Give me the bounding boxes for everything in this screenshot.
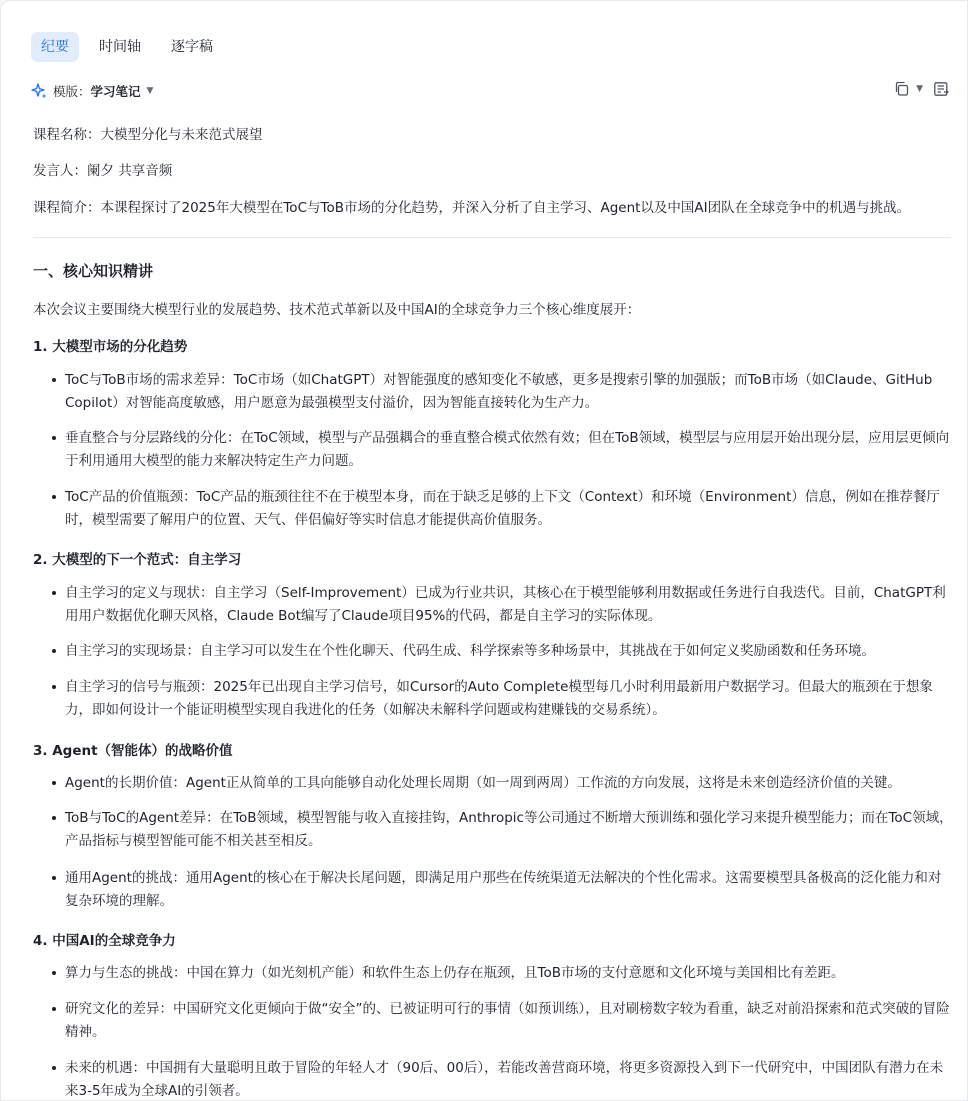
list-item: 垂直整合与分层路线的分化：在ToC领域，模型与产品强耦合的垂直整合模式依然有效；但在ToB领域，模型层与应用层开始出现分层，应用层更倾向于利用通用大模型的能力来解决特定生产力问题。 — [65, 427, 953, 473]
export-note-icon[interactable] — [933, 81, 949, 97]
group-title: 4. 中国AI的全球竞争力 — [33, 933, 176, 949]
list-item: 通用Agent的挑战：通用Agent的核心在于解决长尾问题，即满足用户那些在传统渠道无法解决的个性化需求。这需要模型具备极高的泛化能力和对复杂环境的理解。 — [65, 867, 953, 913]
template-name: 学习笔记 — [90, 84, 141, 99]
template-selector[interactable] — [31, 81, 153, 101]
copy-icon[interactable] — [894, 81, 910, 97]
tab-transcript[interactable]: 逐字稿 — [171, 39, 213, 55]
tab-timeline[interactable]: 时间轴 — [99, 39, 141, 55]
group-title: 2. 大模型的下一个范式：自主学习 — [33, 552, 242, 568]
course-name: 课程名称：大模型分化与未来范式展望 — [33, 127, 263, 143]
section-title: 一、核心知识精讲 — [33, 262, 154, 280]
group-title: 1. 大模型市场的分化趋势 — [33, 339, 188, 355]
copy-options-chevron-icon[interactable]: ▼ — [916, 84, 923, 94]
group-title: 3. Agent（智能体）的战略价值 — [33, 743, 233, 759]
list-item: ToC产品的价值瓶颈：ToC产品的瓶颈往往不在于模型本身，而在于缺乏足够的上下文（Context）和环境（Environment）信息，例如在推荐餐厅时，模型需要了解用户的位置、天气、伴侣偏好等实时信息才能提供高价值服务。 — [65, 486, 953, 532]
list-item: 自主学习的实现场景：自主学习可以发生在个性化聊天、代码生成、科学探索等多种场景中，其挑战在于如何定义奖励函数和任务环境。 — [65, 640, 953, 663]
list-item: 自主学习的信号与瓶颈：2025年已出现自主学习信号，如Cursor的Auto Complete模型每几小时利用最新用户数据学习。但最大的瓶颈在于想象力，即如何设计一个能证明模型实现自我进化的任务（如解决未解科学问题或构建赚钱的交易系统）。 — [65, 676, 953, 722]
list-item: 研究文化的差异：中国研究文化更倾向于做“安全”的、已被证明可行的事情（如预训练），且对刷榜数字较为看重，缺乏对前沿探索和范式突破的冒险精神。 — [65, 998, 953, 1044]
tab-summary[interactable]: 纪要 — [31, 32, 79, 62]
sparkle-icon — [31, 83, 47, 99]
course-summary: 课程简介：本课程探讨了2025年大模型在ToC与ToB市场的分化趋势，并深入分析了自主学习、Agent以及中国AI团队在全球竞争中的机遇与挑战。 — [33, 200, 911, 216]
list-item: 自主学习的定义与现状：自主学习（Self-Improvement）已成为行业共识，其核心在于模型能够利用数据或任务进行自我迭代。目前，ChatGPT利用用户数据优化聊天风格，Claude Bot编写了Claude项目95%的代码，都是自主学习的实际体现。 — [65, 582, 953, 628]
toolbar-actions — [894, 81, 949, 97]
list-item: Agent的长期价值：Agent正从简单的工具向能够自动化处理长周期（如一周到两周）工作流的方向发展，这将是未来创造经济价值的关键。 — [65, 772, 953, 795]
template-label: 模版： — [53, 84, 91, 99]
list-item: ToC与ToB市场的需求差异：ToC市场（如ChatGPT）对智能强度的感知变化不敏感，更多是搜索引擎的加强版；而ToB市场（如Claude、GitHub Copilot）对智能高度敏感，用户愿意为最强模型支付溢价，因为智能直接转化为生产力。 — [65, 369, 953, 415]
view-tabs — [31, 32, 223, 62]
section-intro: 本次会议主要围绕大模型行业的发展趋势、技术范式革新以及中国AI的全球竞争力三个核心维度展开： — [33, 302, 641, 318]
list-item: 未来的机遇：中国拥有大量聪明且敢于冒险的年轻人才（90后、00后），若能改善营商环境，将更多资源投入到下一代研究中，中国团队有潜力在未来3-5年成为全球AI的引领者。 — [65, 1057, 953, 1101]
divider — [33, 237, 951, 238]
list-item: 算力与生态的挑战：中国在算力（如光刻机产能）和软件生态上仍存在瓶颈，且ToB市场的支付意愿和文化环境与美国相比有差距。 — [65, 962, 953, 985]
chevron-down-icon: ▼ — [146, 86, 154, 96]
list-item: ToB与ToC的Agent差异：在ToB领域，模型智能与收入直接挂钩，Anthropic等公司通过不断增大预训练和强化学习来提升模型能力；而在ToC领域，产品指标与模型智能可能不相关甚至相反。 — [65, 807, 953, 853]
speaker-line: 发言人：阑夕 共享音频 — [33, 163, 173, 179]
